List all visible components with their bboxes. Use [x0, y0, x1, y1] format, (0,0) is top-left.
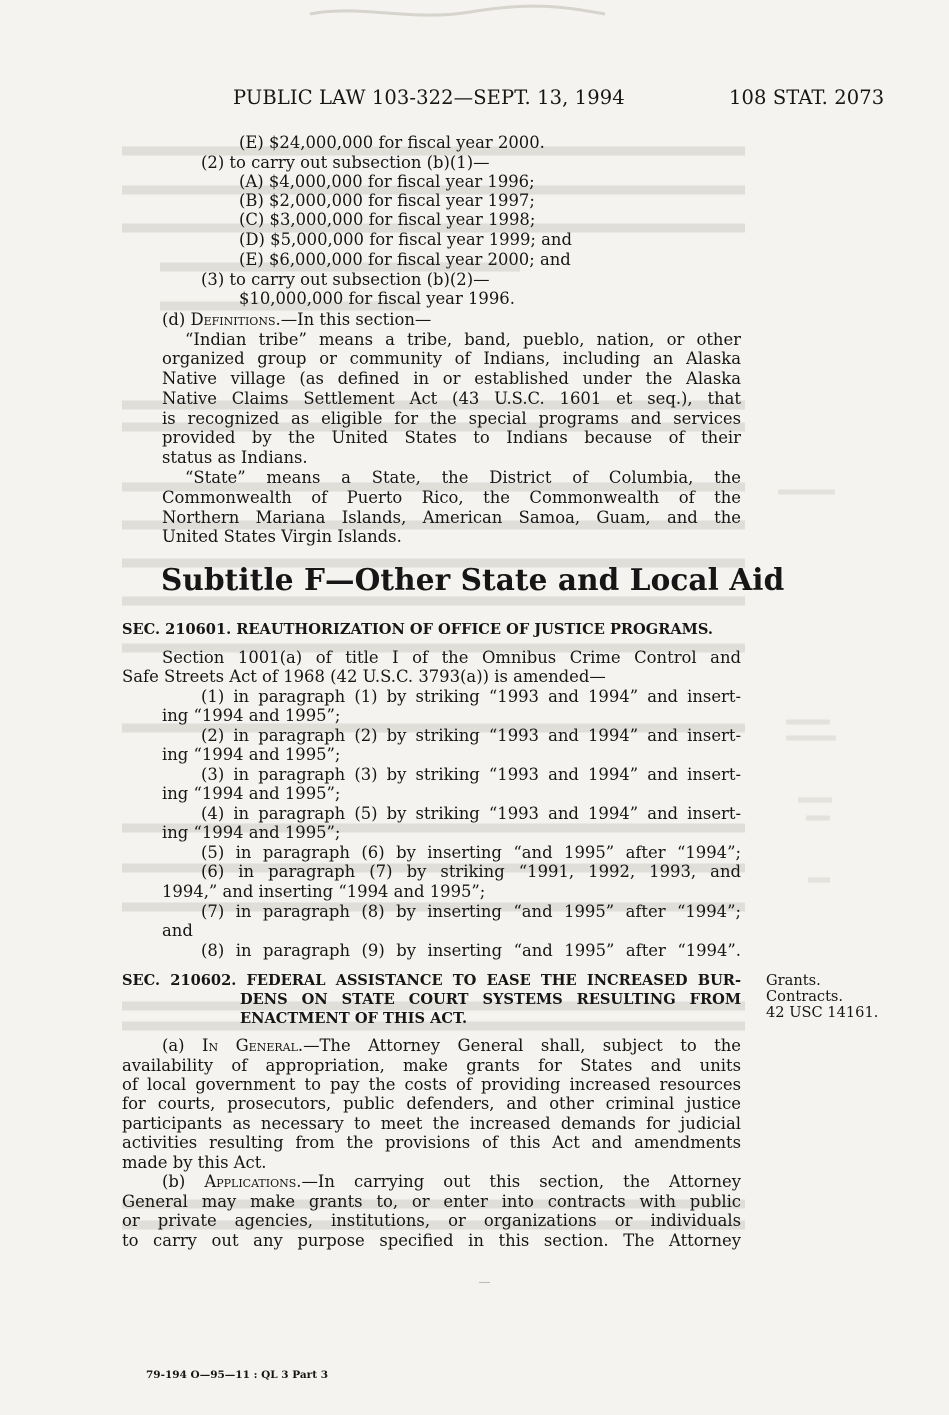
- indian-tribe-definition-line: organized group or community of Indians, including an Alaska: [162, 349, 741, 368]
- page-mark: [479, 1282, 490, 1283]
- subsection-a-line: of local government to pay the costs of providing increased resources: [122, 1075, 741, 1094]
- section-210602-heading: ENACTMENT OF THIS ACT.: [240, 1010, 468, 1027]
- section-210601-line: (5) in paragraph (6) by inserting “and 1995” after “1994”;: [201, 843, 741, 862]
- indian-tribe-definition-line: Native village (as defined in or established under the Alaska: [162, 369, 741, 388]
- funding-line: (A) $4,000,000 for fiscal year 1996;: [239, 172, 535, 191]
- section-210601-line: (2) in paragraph (2) by striking “1993 and 1994” and insert-: [201, 726, 741, 745]
- funding-line: $10,000,000 for fiscal year 1996.: [239, 289, 515, 308]
- section-210601-line: Safe Streets Act of 1968 (42 U.S.C. 3793(a)) is amended—: [122, 667, 606, 686]
- section-210601-line: (7) in paragraph (8) by inserting “and 1995” after “1994”;: [201, 902, 741, 921]
- section-210601-line: ing “1994 and 1995”;: [162, 745, 341, 764]
- section-210601-line: (3) in paragraph (3) by striking “1993 and 1994” and insert-: [201, 765, 741, 784]
- definitions-heading: Definitions.: [190, 310, 281, 329]
- subsection-a-line: activities resulting from the provisions of this Act and amendments: [122, 1133, 741, 1152]
- funding-line: (3) to carry out subsection (b)(2)—: [201, 270, 490, 289]
- subsection-b-heading: Applications.: [204, 1172, 302, 1191]
- section-210601-line: (6) in paragraph (7) by striking “1991, 1992, 1993, and: [201, 862, 741, 881]
- funding-line: (B) $2,000,000 for fiscal year 1997;: [239, 191, 535, 210]
- indian-tribe-definition-line: status as Indians.: [162, 448, 308, 467]
- subsection-a-line: made by this Act.: [122, 1153, 267, 1172]
- subsection-b-lead: (b) Applications.—In carrying out this section, the Attorney: [162, 1172, 741, 1191]
- subsection-a-line: for courts, prosecutors, public defenders, and other criminal justice: [122, 1094, 741, 1113]
- subtitle-heading: Subtitle F—Other State and Local Aid: [161, 562, 785, 597]
- funding-line: (C) $3,000,000 for fiscal year 1998;: [239, 210, 536, 229]
- indian-tribe-definition-line: provided by the United States to Indians because of their: [162, 428, 741, 447]
- section-210602-heading: DENS ON STATE COURT SYSTEMS RESULTING FROM: [240, 991, 741, 1008]
- section-210602-heading: SEC. 210602. FEDERAL ASSISTANCE TO EASE THE INCREASED BUR-: [122, 972, 741, 989]
- subsection-a-heading: In General.: [202, 1036, 304, 1055]
- state-definition-line: “State” means a State, the District of Columbia, the: [185, 468, 741, 487]
- section-210601-line: (8) in paragraph (9) by inserting “and 1995” after “1994”.: [201, 941, 741, 960]
- subsection-a-line: participants as necessary to meet the increased demands for judicial: [122, 1114, 741, 1133]
- indian-tribe-definition-line: is recognized as eligible for the special programs and services: [162, 409, 741, 428]
- section-210601-line: (1) in paragraph (1) by striking “1993 and 1994” and insert-: [201, 687, 741, 706]
- margin-note-contracts: Contracts.: [766, 988, 844, 1005]
- section-210601-line: (4) in paragraph (5) by striking “1993 and 1994” and insert-: [201, 804, 741, 823]
- section-210601-line: Section 1001(a) of title I of the Omnibus Crime Control and: [162, 648, 741, 667]
- subsection-b-line: to carry out any purpose specified in this section. The Attorney: [122, 1231, 741, 1250]
- section-210601-line: ing “1994 and 1995”;: [162, 706, 341, 725]
- section-210601-line: ing “1994 and 1995”;: [162, 784, 341, 803]
- funding-line: (E) $24,000,000 for fiscal year 2000.: [239, 133, 545, 152]
- subsection-a-lead: (a) In General.—The Attorney General shall, subject to the: [162, 1036, 741, 1055]
- state-definition-line: Commonwealth of Puerto Rico, the Commonwealth of the: [162, 488, 741, 507]
- subsection-b-line: or private agencies, institutions, or organizations or individuals: [122, 1211, 741, 1230]
- indian-tribe-definition-line: “Indian tribe” means a tribe, band, pueblo, nation, or other: [185, 330, 741, 349]
- definitions-lead: (d) Definitions.—In this section—: [162, 310, 432, 329]
- funding-line: (2) to carry out subsection (b)(1)—: [201, 153, 490, 172]
- section-210601-heading: SEC. 210601. REAUTHORIZATION OF OFFICE OF JUSTICE PROGRAMS.: [122, 621, 713, 638]
- state-definition-line: Northern Mariana Islands, American Samoa, Guam, and the: [162, 508, 741, 527]
- state-definition-line: United States Virgin Islands.: [162, 527, 402, 546]
- subsection-a-line: availability of appropriation, make grants for States and units: [122, 1056, 741, 1075]
- section-210601-line: ing “1994 and 1995”;: [162, 823, 341, 842]
- indian-tribe-definition-line: Native Claims Settlement Act (43 U.S.C. 1601 et seq.), that: [162, 389, 741, 408]
- subsection-b-line: General may make grants to, or enter into contracts with public: [122, 1192, 741, 1211]
- funding-line: (E) $6,000,000 for fiscal year 2000; and: [239, 250, 571, 269]
- printer-footer: 79-194 O—95—11 : QL 3 Part 3: [146, 1369, 329, 1381]
- running-header-stat-page: 108 STAT. 2073: [729, 86, 885, 109]
- running-header-law-citation: PUBLIC LAW 103-322—SEPT. 13, 1994: [233, 86, 625, 109]
- funding-line: (D) $5,000,000 for fiscal year 1999; and: [239, 230, 572, 249]
- section-210601-line: and: [162, 921, 193, 940]
- margin-note-grants: Grants.: [766, 972, 821, 989]
- section-210601-line: 1994,” and inserting “1994 and 1995”;: [162, 882, 486, 901]
- margin-note-usc-citation: 42 USC 14161.: [766, 1004, 879, 1021]
